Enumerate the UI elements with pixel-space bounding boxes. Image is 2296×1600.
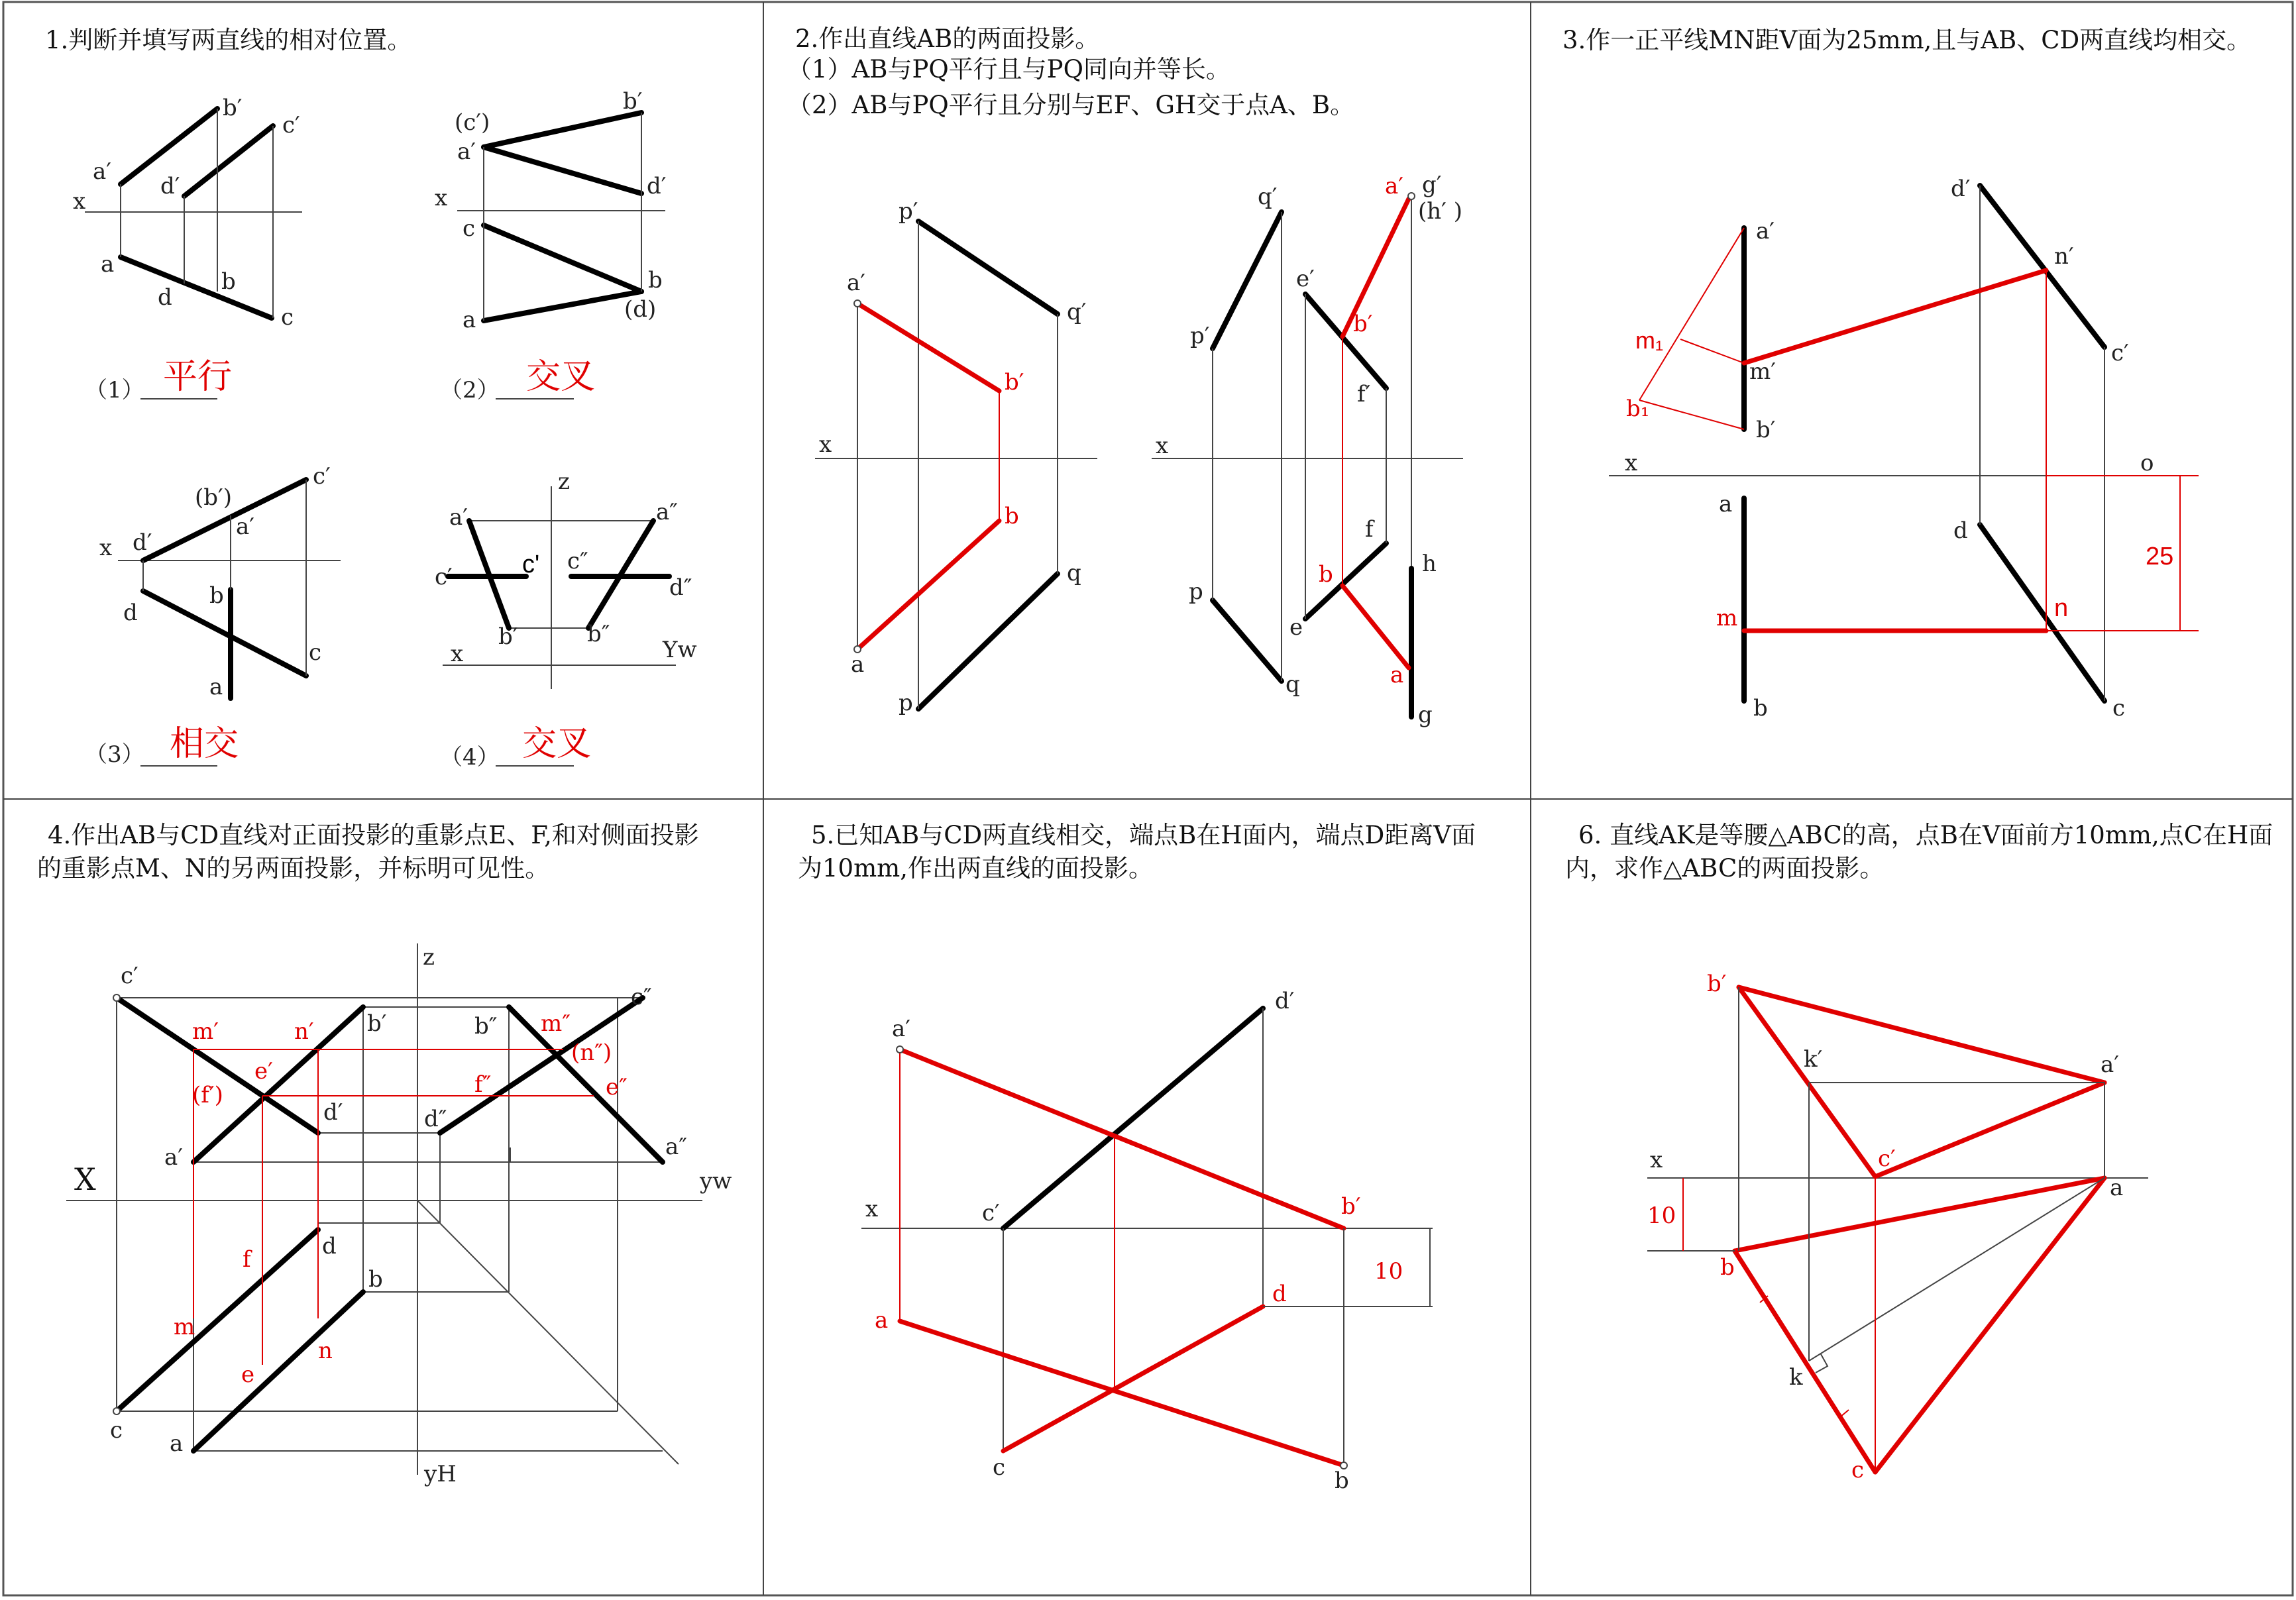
p4-label-f1p: (f′): [192, 1082, 223, 1108]
p4-label-a1: a′: [164, 1144, 183, 1171]
p1f1-label-d1: d′: [160, 173, 180, 199]
p1f3-label-x: x: [99, 535, 113, 561]
p3-label-bi: b₁: [1626, 396, 1650, 422]
p1f3-label-d: d: [123, 600, 138, 626]
p5-label-c1: c′: [982, 1200, 1000, 1226]
p2-fig2: [1152, 172, 1463, 728]
p1f1-label-x: x: [73, 188, 86, 215]
p3-label-x: x: [1625, 450, 1638, 476]
p2f2-label-a: a: [1390, 662, 1404, 688]
p3-label-d: d: [1953, 517, 1968, 544]
p4-label-c1: c′: [121, 963, 138, 989]
p6-label-a: a: [2110, 1175, 2124, 1201]
p2f2-label-h1p: (h′ ): [1418, 198, 1462, 225]
p2f1-ab-top: [857, 521, 999, 649]
p4-cd-top: [117, 1230, 318, 1411]
panel2-subtitle-2: （2）AB与PQ平行且分别与EF、GH交于点A、B。: [787, 91, 1355, 119]
p1f4-label-yw: Yw: [663, 637, 697, 663]
p1f2-label-a: a: [463, 307, 476, 333]
p2f2-label-f1: f′: [1357, 381, 1371, 407]
p5-cd-front: [1003, 1008, 1263, 1228]
p1-fig1: [73, 95, 302, 403]
p1f2-num: （2）: [440, 377, 500, 403]
p3-label-a1: a′: [1756, 218, 1775, 244]
p2f1-point-a1: [854, 300, 861, 307]
panel2-title: 2.作出直线AB的两面投影。: [795, 25, 1100, 53]
p1f1-label-a: a: [101, 251, 115, 278]
p1f2-label-b: b: [648, 267, 663, 293]
p1-fig3: [85, 463, 341, 768]
p5-label-a: a: [875, 1307, 889, 1334]
panel6-title: 6. 直线AK是等腰△ABC的高，点B在V面前方10mm,点C在H面: [1578, 821, 2273, 849]
p5-ab-top: [900, 1321, 1344, 1466]
p3-label-a: a: [1719, 491, 1733, 517]
panel6: [1647, 971, 2148, 1483]
p1f3-label-b: b: [209, 582, 224, 609]
p2f2-label-b1: b′: [1353, 311, 1373, 337]
p5-label-c: c: [993, 1454, 1006, 1481]
panel1: [73, 88, 697, 771]
p1f1-num: （1）: [85, 377, 144, 403]
p1f2-label-c: c: [463, 215, 476, 242]
p1f4-label-cbold: c': [522, 551, 540, 578]
sheet-grid: [3, 2, 2293, 1595]
p4-label-b1: b′: [367, 1010, 387, 1037]
p2f1-label-b1: b′: [1005, 369, 1024, 396]
p1f3-label-c: c: [309, 639, 322, 666]
p2f2-label-e1: e′: [1296, 266, 1315, 292]
p3-aux-a1-b1i: [1639, 228, 1744, 400]
p4-label-yh: yH: [424, 1461, 457, 1487]
panel2: [815, 172, 1463, 728]
p6-label-x: x: [1650, 1147, 1663, 1173]
p1f2-label-c1p: (c′): [455, 109, 490, 136]
p6-label-c: c: [1851, 1457, 1865, 1483]
p2f1-pq-top: [918, 574, 1058, 709]
p4-label-b2: b″: [474, 1013, 498, 1040]
p5-label-x: x: [865, 1196, 879, 1222]
p5-label-d: d: [1272, 1281, 1287, 1307]
p4-label-n: n: [318, 1338, 333, 1364]
p4-label-d1: d′: [323, 1099, 343, 1126]
p4-label-yw: yw: [700, 1168, 732, 1195]
p2f1-label-p: p: [899, 690, 913, 716]
p4-label-b: b: [368, 1266, 383, 1293]
p2f2-pq-top: [1213, 600, 1282, 681]
p5-cd-top: [1003, 1307, 1263, 1451]
p6-tick-2: [1841, 1410, 1849, 1416]
p4-label-z: z: [423, 944, 435, 971]
p4-label-n2p: (n″): [571, 1040, 612, 1066]
p3-label-n: n: [2054, 594, 2069, 622]
p1f1-cd-front: [184, 126, 273, 196]
p3-label-o: o: [2140, 450, 2154, 476]
p6-label-k1: k′: [1804, 1046, 1823, 1073]
p4-label-a2: a″: [665, 1134, 687, 1160]
p2f1-label-p1: p′: [899, 198, 918, 225]
p4-point-c: [113, 1408, 120, 1414]
p1f2-label-a1: a′: [457, 138, 476, 165]
p3-cd-top: [1980, 525, 2105, 701]
p1f3-label-d1: d′: [133, 529, 152, 556]
p1f1-label-c: c: [281, 304, 294, 331]
panel4-title: 4.作出AB与CD直线对正面投影的重影点E、F,和对侧面投影: [48, 821, 699, 849]
p2f2-ef-top: [1305, 543, 1386, 619]
p6-dim-label: 10: [1647, 1202, 1676, 1229]
p6-label-b: b: [1720, 1254, 1735, 1281]
p2f1-label-q: q: [1067, 560, 1081, 586]
p3-cd-front: [1980, 186, 2105, 347]
p1f2-label-b1: b′: [623, 88, 643, 115]
p1f4-label-a2: a″: [656, 499, 678, 525]
p1f2-cd-front: [484, 147, 641, 193]
p2f2-pq-front: [1213, 212, 1282, 348]
p2f2-label-q: q: [1285, 671, 1300, 698]
p2f1-pq-front: [918, 221, 1058, 314]
p2f2-label-q1: q′: [1258, 184, 1278, 210]
p3-aux-b1i-b1: [1639, 400, 1744, 429]
p2f2-point-g1: [1408, 193, 1415, 199]
p3-label-c1: c′: [2111, 340, 2129, 366]
p2f2-label-b: b: [1319, 561, 1333, 588]
p1f1-label-b: b: [221, 268, 236, 295]
p2f2-label-e: e: [1289, 614, 1303, 641]
p1f2-ab-top: [484, 292, 641, 321]
p5-label-b: b: [1335, 1467, 1349, 1494]
p2f2-label-g1: g′: [1422, 172, 1442, 198]
p3-dim-label: 25: [2146, 543, 2174, 570]
p1f4-label-x: x: [451, 641, 464, 667]
p1f2-label-d1: d′: [647, 173, 667, 199]
p4-label-f2: f″: [474, 1071, 492, 1098]
p4-label-e: e: [241, 1361, 255, 1388]
p4-label-X: X: [74, 1161, 96, 1197]
p2f1-label-b: b: [1005, 503, 1019, 529]
p1f4-label-z: z: [558, 468, 570, 495]
panel3: [1609, 176, 2199, 721]
p1f4-label-a1: a′: [449, 504, 468, 531]
p6-right-angle: [1816, 1354, 1828, 1373]
p1f4-num: （4）: [440, 744, 500, 771]
p3-label-c: c: [2112, 695, 2126, 721]
p4-label-e1: e′: [254, 1058, 273, 1085]
p2f2-label-x: x: [1156, 433, 1169, 459]
p1f3-cd-top: [143, 591, 306, 676]
p2f2-label-g: g: [1418, 702, 1433, 728]
p4-label-a: a: [170, 1430, 184, 1457]
p4-label-c2: c″: [631, 984, 652, 1010]
p4-label-d2: d″: [424, 1106, 447, 1132]
p2f2-label-f: f: [1365, 516, 1374, 543]
p2-fig1: [815, 198, 1097, 716]
p4-label-d: d: [322, 1233, 337, 1259]
p1f2-ab-front: [484, 113, 641, 147]
p6-label-a1: a′: [2101, 1051, 2119, 1078]
p3-aux-m1i-m1: [1680, 339, 1744, 363]
p1f3-label-b1p: (b′): [195, 484, 233, 511]
p4-label-m2: m″: [541, 1010, 571, 1037]
p1f1-label-b1: b′: [223, 95, 243, 121]
p4-label-c: c: [110, 1417, 123, 1444]
p3-label-b1: b′: [1756, 417, 1776, 443]
p4-label-e2: e″: [606, 1074, 628, 1100]
panel4: [66, 943, 732, 1487]
p4-ab-side: [509, 1007, 663, 1162]
panel5-title-2: 为10mm,作出两直线的面投影。: [798, 854, 1154, 882]
p6-ba: [1735, 1178, 2105, 1251]
p5-label-d1: d′: [1275, 988, 1295, 1014]
p2f2-ab-top: [1342, 586, 1409, 668]
p5-ab-front: [900, 1049, 1344, 1228]
p3-label-b: b: [1753, 695, 1768, 721]
p3-label-m: m: [1716, 605, 1738, 631]
p4-label-n1: n′: [294, 1018, 314, 1045]
p3-mn-front: [1744, 270, 2046, 363]
p1f4-answer: 交叉: [522, 725, 592, 763]
p1f1-label-c1: c′: [282, 112, 300, 138]
p3-label-d1: d′: [1951, 176, 1971, 202]
p4-label-m: m: [174, 1314, 195, 1340]
p1f1-ab-top: [121, 257, 272, 318]
p5-label-b1: b′: [1341, 1193, 1361, 1220]
p1f2-label-dp: (d): [624, 296, 657, 323]
panel1-title: 1.判断并填写两直线的相对位置。: [45, 26, 412, 54]
p5-point-a1: [897, 1046, 903, 1053]
p1f1-label-a1: a′: [93, 158, 111, 185]
p2f2-label-p1: p′: [1190, 323, 1210, 349]
p6-label-k: k: [1789, 1364, 1803, 1391]
p1f4-label-c2: c″: [567, 548, 588, 574]
p3-label-n1: n′: [2054, 243, 2074, 270]
p2f2-ab-front: [1342, 199, 1409, 337]
p1f1-answer: 平行: [163, 358, 233, 396]
panel5: [861, 988, 1433, 1494]
p6-bc: [1735, 1251, 1875, 1472]
p4-label-f: f: [243, 1246, 251, 1273]
p1f4-label-b2: b″: [587, 621, 610, 647]
panel2-subtitle-1: （1）AB与PQ平行且与PQ同向并等长。: [787, 55, 1230, 83]
p4-45-line: [417, 1200, 679, 1464]
p1f3-label-c1: c′: [313, 463, 331, 490]
p2f1-label-x: x: [819, 431, 832, 458]
p1f2-cd-top: [484, 225, 641, 292]
p1f3-answer: 相交: [170, 725, 239, 763]
panel5-title: 5.已知AB与CD两直线相交，端点B在H面内，端点D距离V面: [811, 821, 1476, 849]
p2f2-label-a1: a′: [1385, 173, 1403, 199]
p6-label-c1: c′: [1878, 1146, 1896, 1172]
p2f1-ab-front: [857, 303, 999, 391]
p1f3-label-a1: a′: [236, 513, 254, 540]
p4-point-c1: [113, 994, 120, 1001]
p6-ca: [1875, 1178, 2105, 1472]
p2f1-label-q1: q′: [1067, 299, 1087, 325]
p1-fig4: [435, 468, 697, 771]
p1f3-label-a: a: [209, 674, 223, 700]
p4-label-m1: m′: [192, 1018, 219, 1045]
p2f1-label-a: a: [851, 651, 865, 678]
p6-b1a1: [1739, 987, 2105, 1083]
p1f2-answer: 交叉: [526, 358, 596, 396]
p1f3-num: （3）: [85, 741, 144, 768]
p2f2-label-h: h: [1422, 551, 1437, 577]
panel4-title-2: 的重影点M、N的另两面投影，并标明可见性。: [37, 854, 550, 882]
p2f2-label-p: p: [1189, 578, 1203, 605]
p3-label-mi: m₁: [1635, 327, 1664, 354]
panel6-title-2: 内，求作△ABC的两面投影。: [1565, 854, 1885, 882]
p1f4-label-c1: c′: [435, 564, 453, 590]
p1f4-label-d2: d″: [669, 574, 692, 601]
p1f1-label-d: d: [158, 284, 172, 311]
panel3-title: 3.作一正平线MN距V面为25mm,且与AB、CD两直线均相交。: [1562, 26, 2252, 54]
p1-fig2: [435, 88, 666, 403]
p1f4-label-b1: b′: [498, 623, 518, 650]
p6-label-b1: b′: [1707, 971, 1727, 997]
p5-label-a1: a′: [892, 1016, 910, 1042]
p3-label-m1: m′: [1749, 358, 1776, 385]
p1f2-label-x: x: [435, 185, 448, 211]
p2f1-label-a1: a′: [847, 270, 865, 296]
p2f2-ef-front: [1305, 294, 1386, 388]
p6-c1a1: [1875, 1083, 2105, 1177]
p5-dim-label: 10: [1374, 1258, 1403, 1285]
